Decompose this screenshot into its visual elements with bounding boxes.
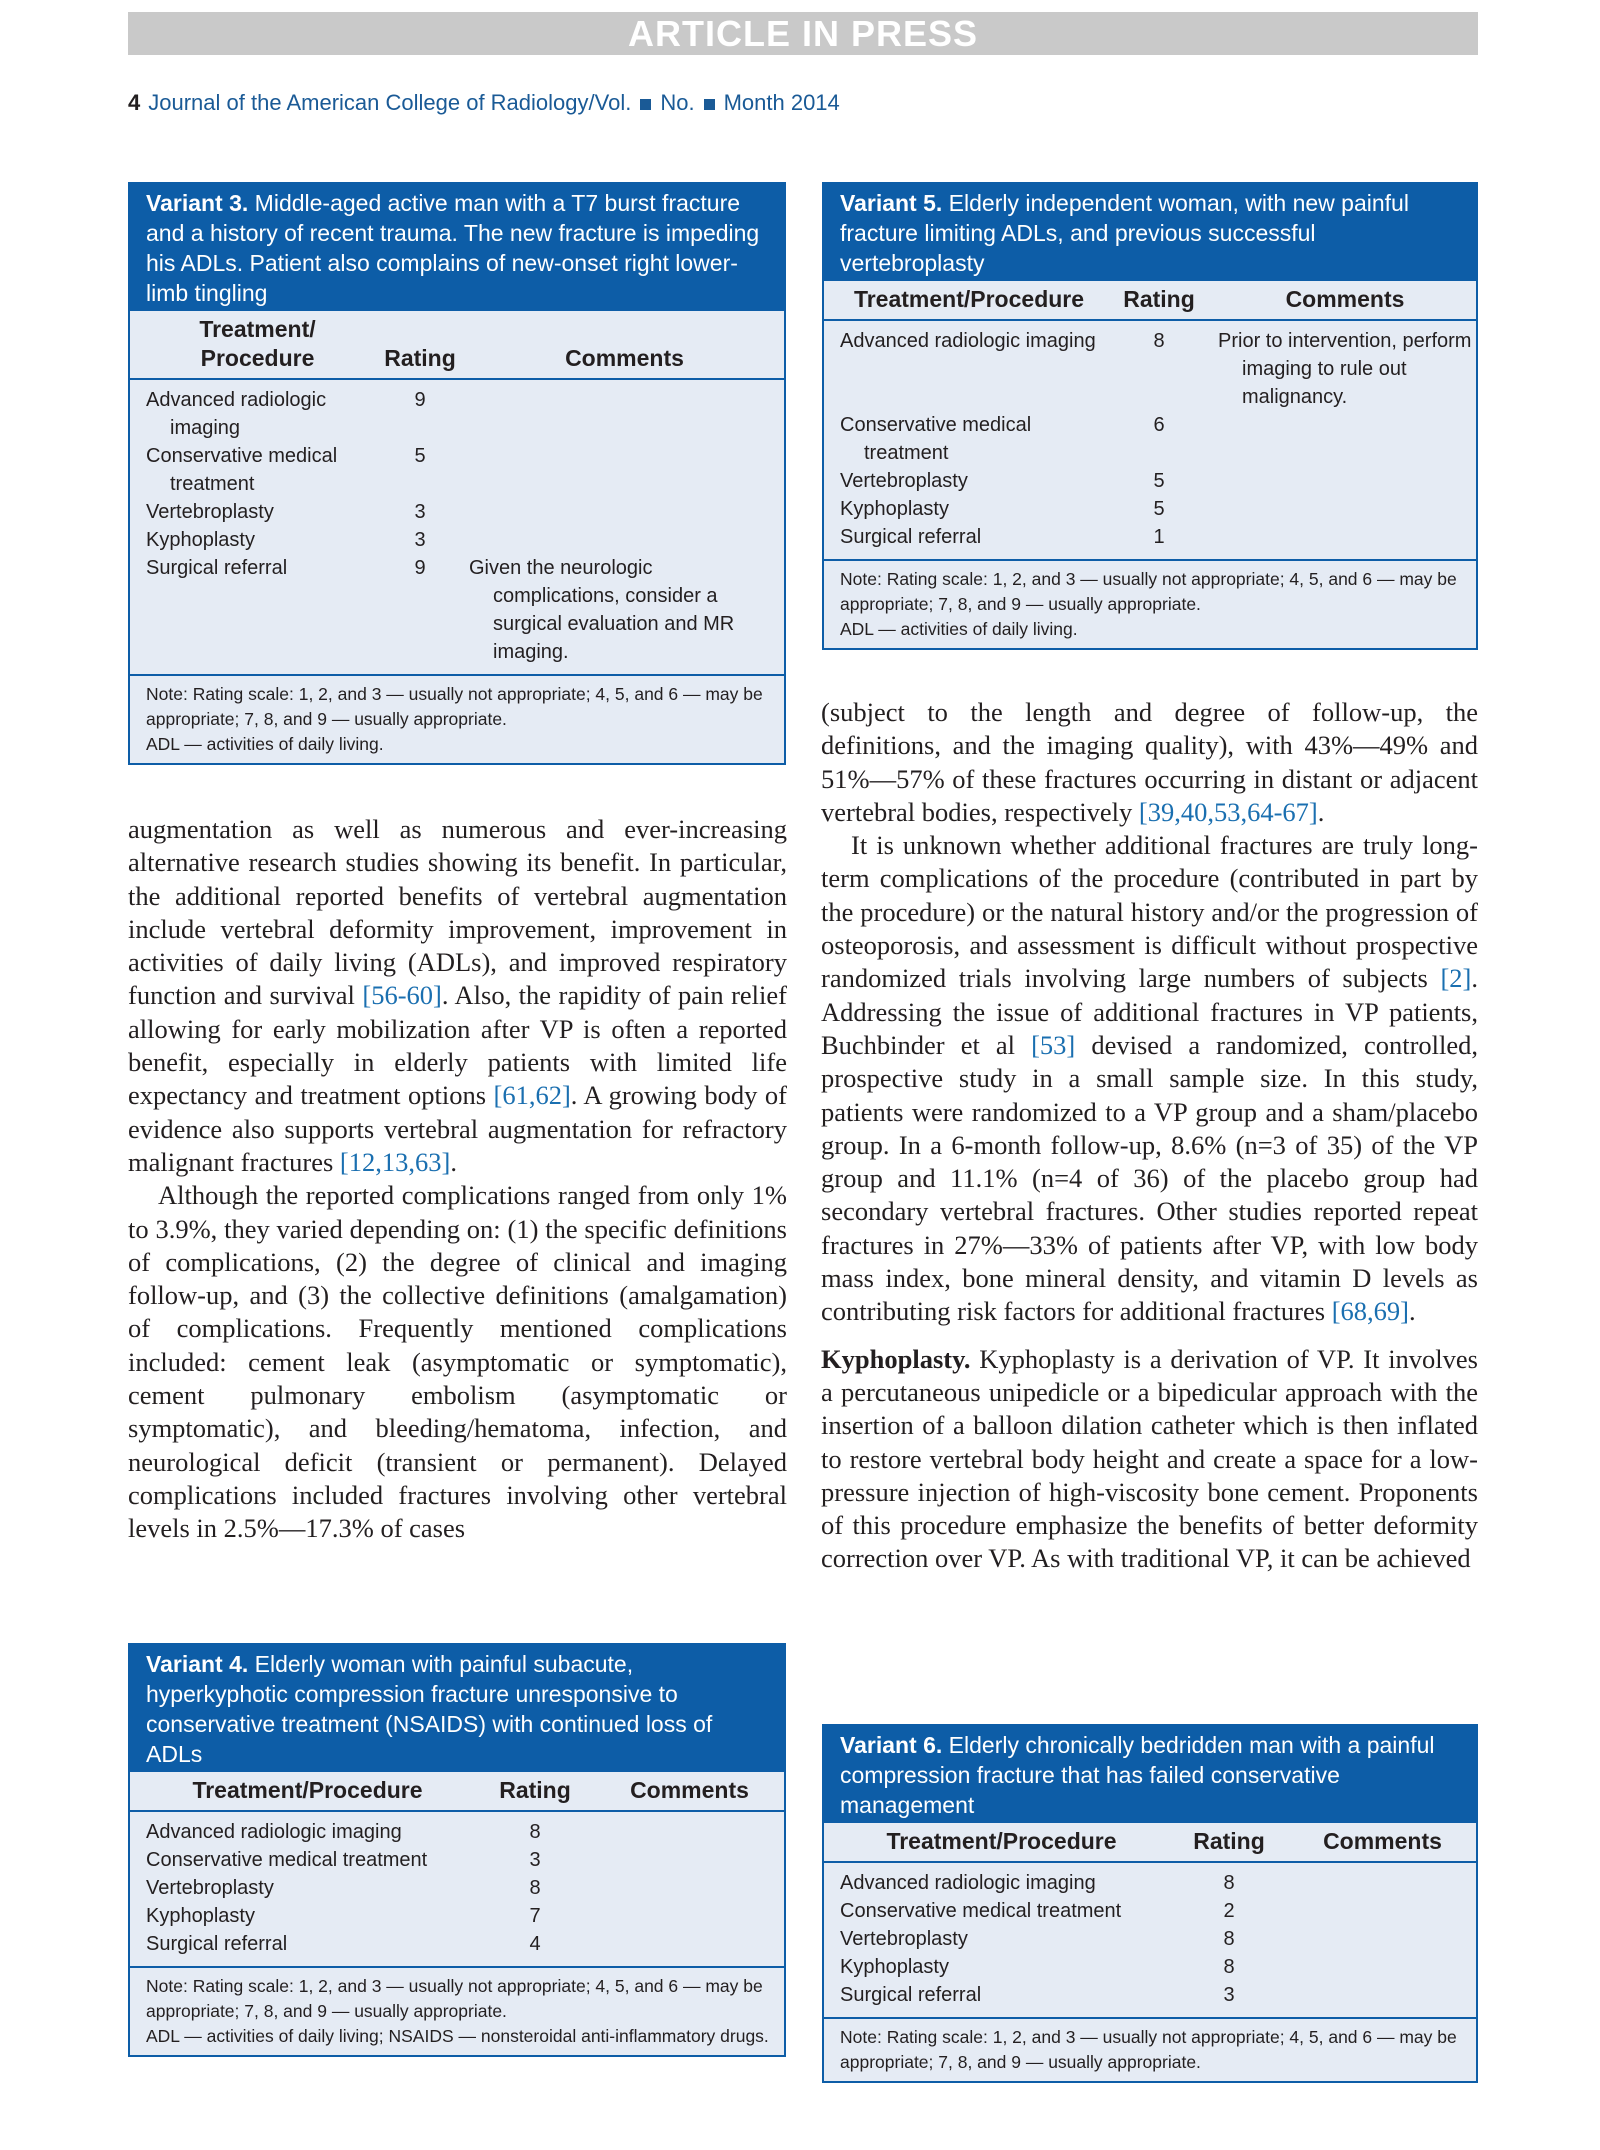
procedure-cell: Advanced radiologic imaging <box>146 1821 402 1843</box>
rating-cell: 3 <box>414 501 426 523</box>
col-header-comments: Comments <box>1289 1823 1476 1862</box>
table-row <box>824 1925 1476 1953</box>
comment-cell <box>595 1874 784 1902</box>
col-header-rating: Rating <box>1104 281 1214 320</box>
rating-cell: 9 <box>414 557 426 579</box>
table-note <box>130 674 784 763</box>
comment-cell <box>1289 1897 1476 1925</box>
variant-6-header <box>824 1726 1476 1823</box>
citation-link[interactable]: [2] <box>1440 963 1472 994</box>
comment-cell <box>595 1846 784 1874</box>
rating-cell: 8 <box>1153 330 1165 352</box>
col-header-rating: Rating <box>375 311 465 379</box>
citation-link[interactable]: [12,13,63] <box>339 1146 451 1177</box>
variant-label: Variant 3. <box>146 190 249 216</box>
comment-cell <box>595 1930 784 1966</box>
table-note <box>824 559 1476 648</box>
right-column-text <box>821 696 1478 1576</box>
procedure-cell: Conservative medical treatment <box>146 1849 428 1871</box>
rating-table <box>130 311 784 674</box>
abbreviation-note: ADL — activities of daily living. <box>840 619 1078 639</box>
table-note <box>130 1966 784 2055</box>
table-row <box>130 1930 784 1966</box>
header-line: Procedure <box>200 345 315 371</box>
procedure-cell: Kyphoplasty <box>840 498 949 520</box>
comment-cell <box>595 1902 784 1930</box>
citation-link[interactable]: [39,40,53,64-67] <box>1138 796 1318 827</box>
text-run: . <box>450 1146 457 1177</box>
rating-table <box>824 281 1476 559</box>
text-run: (subject to the length and degree of follow-up, the definitions, and the imaging quality), with 43%—49% and 51%—57% of these fractures occurring in distant or adjacent vertebral bodies, respectively <box>821 697 1478 827</box>
table-row <box>824 411 1476 467</box>
procedure-cell: Vertebroplasty <box>840 1928 968 1950</box>
header-line: Treatment/ <box>199 316 316 342</box>
variant-label: Variant 4. <box>146 1651 249 1677</box>
text-run: . A growing body of evidence also supports vertebral augmentation for refractory malignant fractures <box>128 1080 787 1177</box>
issue-no: No. <box>660 90 695 115</box>
paragraph <box>821 1343 1478 1576</box>
comment-cell <box>1289 1925 1476 1953</box>
issue-month: Month 2014 <box>723 90 840 115</box>
table-row <box>824 467 1476 495</box>
variant-4-header <box>130 1645 784 1772</box>
left-column-text <box>128 813 787 1546</box>
procedure-cell: Surgical referral <box>840 526 982 548</box>
rating-scale-note: Note: Rating scale: 1, 2, and 3 — usually not appropriate; 4, 5, and 6 — may be appropriate; 7, 8, and 9 — usually appropriate. <box>840 569 1457 614</box>
table-row <box>824 1897 1476 1925</box>
comment-cell <box>1289 1981 1476 2017</box>
table-row <box>130 498 784 526</box>
comment-cell <box>1289 1862 1476 1897</box>
rating-table <box>824 1823 1476 2017</box>
paragraph <box>821 829 1478 1328</box>
rating-cell: 9 <box>414 389 426 411</box>
table-row <box>130 1846 784 1874</box>
section-heading: Kyphoplasty. <box>821 1343 971 1374</box>
paragraph <box>128 813 787 1179</box>
rating-cell: 2 <box>1223 1900 1235 1922</box>
table-row <box>824 1862 1476 1897</box>
procedure-cell: Advanced radiologic imaging <box>840 1872 1096 1894</box>
citation-link[interactable]: [56-60] <box>362 980 442 1011</box>
col-header-comments: Comments <box>1214 281 1476 320</box>
rating-cell: 8 <box>1223 1956 1235 1978</box>
text-run: . Addressing the issue of additional fractures in VP patients, Buchbinder et al <box>821 963 1478 1060</box>
comment-cell <box>595 1811 784 1846</box>
variant-title: Elderly woman with painful subacute, hyperkyphotic compression fracture unresponsive to conservative treatment (NSAIDS) with continued loss of ADLs <box>146 1651 713 1767</box>
citation-link[interactable]: [53] <box>1031 1029 1076 1060</box>
procedure-cell: Advanced radiologic imaging <box>146 389 327 439</box>
paragraph: Although the reported complications ranged from only 1% to 3.9%, they varied depending on: (1) the specific definitions of complications, (2) the degree of clinical and imaging follow-up, and (3) the collective definitions (amalgamation) of complications. Frequently mentioned complications included: cement leak (asymptomatic or symptomatic), cement pulmonary embolism (asymptomatic or symptomatic), and bleeding/hematoma, infection, and neurological deficit (transient or permanent). Delayed complications included fractures involving other vertebral levels in 2.5%—17.3% of cases <box>128 1180 787 1544</box>
text-run: devised a randomized, controlled, prospective study in a small sample size. In this study, patients were randomized to a VP group and a sham/placebo group. In a 6-month follow-up, 8.6% (n=3 of 35) of the VP group and 11.1% (n=4 of 36) of the placebo group had secondary vertebral fractures. Other studies reported repeat fractures in 27%—33% of patients after VP, with low body mass index, bone mineral density, and vitamin D levels as contributing risk factors for additional fractures <box>821 1029 1479 1327</box>
rating-scale-note: Note: Rating scale: 1, 2, and 3 — usually not appropriate; 4, 5, and 6 — may be appropriate; 7, 8, and 9 — usually appropriate. <box>146 1976 763 2021</box>
comment-cell: Given the neurologic complications, consider a surgical evaluation and MR imaging. <box>469 557 735 663</box>
text-run: . <box>1317 796 1325 827</box>
col-header-rating: Rating <box>475 1772 595 1811</box>
square-bullet-icon <box>704 99 715 110</box>
variant-6-table <box>822 1724 1478 2083</box>
col-header-procedure: Treatment/Procedure <box>824 281 1104 320</box>
rating-cell: 6 <box>1153 414 1165 436</box>
col-header-comments: Comments <box>595 1772 784 1811</box>
text-run: Kyphoplasty is a derivation of VP. It involves a percutaneous unipedicle or a bipedicular approach with the insertion of a balloon dilation catheter which is then inflated to restore vertebral body height and create a space for a low-pressure injection of high-viscosity bone cement. Proponents of this procedure emphasize the benefits of better deformity correction over VP. As with traditional VP, it can be achieved <box>821 1343 1478 1574</box>
journal-name: Journal of the American College of Radiology/Vol. <box>148 90 632 115</box>
comment-cell <box>1289 1953 1476 1981</box>
text-run: It is unknown whether additional fractures are truly long-term complications of the procedure (contributed in part by the procedure) or the natural history and/or the progression of osteoporosis, and assessment is difficult without prospective randomized trials involving large numbers of subjects <box>821 830 1478 994</box>
variant-3-table <box>128 182 786 765</box>
rating-cell: 3 <box>1223 1984 1235 2006</box>
rating-cell: 5 <box>414 445 426 467</box>
rating-cell: 8 <box>1223 1928 1235 1950</box>
rating-cell: 8 <box>529 1821 541 1843</box>
running-head <box>128 88 840 118</box>
citation-link[interactable]: [61,62] <box>493 1080 571 1111</box>
procedure-cell: Surgical referral <box>840 1984 982 2006</box>
col-header-procedure: Treatment/Procedure <box>824 1823 1169 1862</box>
rating-cell: 3 <box>529 1849 541 1871</box>
variant-3-header <box>130 184 784 311</box>
variant-title: Middle-aged active man with a T7 burst fracture and a history of recent trauma. The new fracture is impeding his ADLs. Patient also complains of new-onset right lower-limb tingling <box>146 190 760 306</box>
procedure-cell: Vertebroplasty <box>146 501 274 523</box>
table-row <box>130 526 784 554</box>
rating-table <box>130 1772 784 1966</box>
article-in-press-banner: ARTICLE IN PRESS <box>128 12 1478 55</box>
table-row <box>824 1953 1476 1981</box>
rating-cell: 8 <box>529 1877 541 1899</box>
rating-cell: 3 <box>414 529 426 551</box>
square-bullet-icon <box>640 99 651 110</box>
col-header-procedure: Treatment/Procedure <box>130 1772 475 1811</box>
procedure-cell: Kyphoplasty <box>146 529 255 551</box>
table-row <box>824 320 1476 411</box>
table-row <box>824 523 1476 559</box>
col-header-procedure <box>130 311 375 379</box>
variant-label: Variant 5. <box>840 190 943 216</box>
procedure-cell: Vertebroplasty <box>840 470 968 492</box>
col-header-rating: Rating <box>1169 1823 1289 1862</box>
abbreviation-note: ADL — activities of daily living; NSAIDS — nonsteroidal anti-inflammatory drugs. <box>146 2026 769 2046</box>
rating-scale-note: Note: Rating scale: 1, 2, and 3 — usually not appropriate; 4, 5, and 6 — may be appropriate; 7, 8, and 9 — usually appropriate. <box>146 684 763 729</box>
rating-cell: 5 <box>1153 470 1165 492</box>
table-row <box>824 1981 1476 2017</box>
table-row <box>130 442 784 498</box>
variant-title: Elderly independent woman, with new painful fracture limiting ADLs, and previous successful vertebroplasty <box>840 190 1409 276</box>
page-number: 4 <box>128 90 141 115</box>
comment-cell: Prior to intervention, perform imaging to rule out malignancy. <box>1218 330 1472 408</box>
rating-cell: 1 <box>1153 526 1165 548</box>
table-row <box>130 1902 784 1930</box>
citation-link[interactable]: [68,69] <box>1331 1296 1409 1327</box>
procedure-cell: Conservative medical treatment <box>840 414 1032 464</box>
text-run: . <box>1408 1296 1416 1327</box>
col-header-comments: Comments <box>465 311 784 379</box>
rating-cell: 4 <box>529 1933 541 1955</box>
procedure-cell: Kyphoplasty <box>840 1956 949 1978</box>
procedure-cell: Surgical referral <box>146 1933 288 1955</box>
table-row <box>130 554 784 674</box>
rating-cell: 5 <box>1153 498 1165 520</box>
variant-label: Variant 6. <box>840 1732 943 1758</box>
text-run: augmentation as well as numerous and ever-increasing alternative research studies showing its benefit. In particular, the additional reported benefits of vertebral augmentation include vertebral deformity improvement, improvement in activities of daily living (ADLs), and improved respiratory function and survival <box>128 814 787 1011</box>
rating-cell: 8 <box>1223 1872 1235 1894</box>
procedure-cell: Kyphoplasty <box>146 1905 255 1927</box>
table-row <box>130 1874 784 1902</box>
paragraph <box>821 696 1478 829</box>
abbreviation-note: ADL — activities of daily living. <box>146 734 384 754</box>
table-row <box>824 495 1476 523</box>
variant-title: Elderly chronically bedridden man with a painful compression fracture that has failed conservative management <box>840 1732 1435 1818</box>
variant-4-table <box>128 1643 786 2057</box>
procedure-cell: Vertebroplasty <box>146 1877 274 1899</box>
procedure-cell: Conservative medical treatment <box>146 445 338 495</box>
procedure-cell: Surgical referral <box>146 557 288 579</box>
rating-scale-note: Note: Rating scale: 1, 2, and 3 — usually not appropriate; 4, 5, and 6 — may be appropriate; 7, 8, and 9 — usually appropriate. <box>840 2027 1457 2072</box>
variant-5-table <box>822 182 1478 650</box>
table-note <box>824 2017 1476 2081</box>
table-row <box>130 1811 784 1846</box>
procedure-cell: Advanced radiologic imaging <box>840 330 1096 352</box>
variant-5-header <box>824 184 1476 281</box>
procedure-cell: Conservative medical treatment <box>840 1900 1122 1922</box>
text-run: . Also, the rapidity of pain relief allowing for early mobilization after VP is often a reported benefit, especially in elderly patients with limited life expectancy and treatment options <box>128 980 787 1111</box>
table-row <box>130 379 784 442</box>
rating-cell: 7 <box>529 1905 541 1927</box>
